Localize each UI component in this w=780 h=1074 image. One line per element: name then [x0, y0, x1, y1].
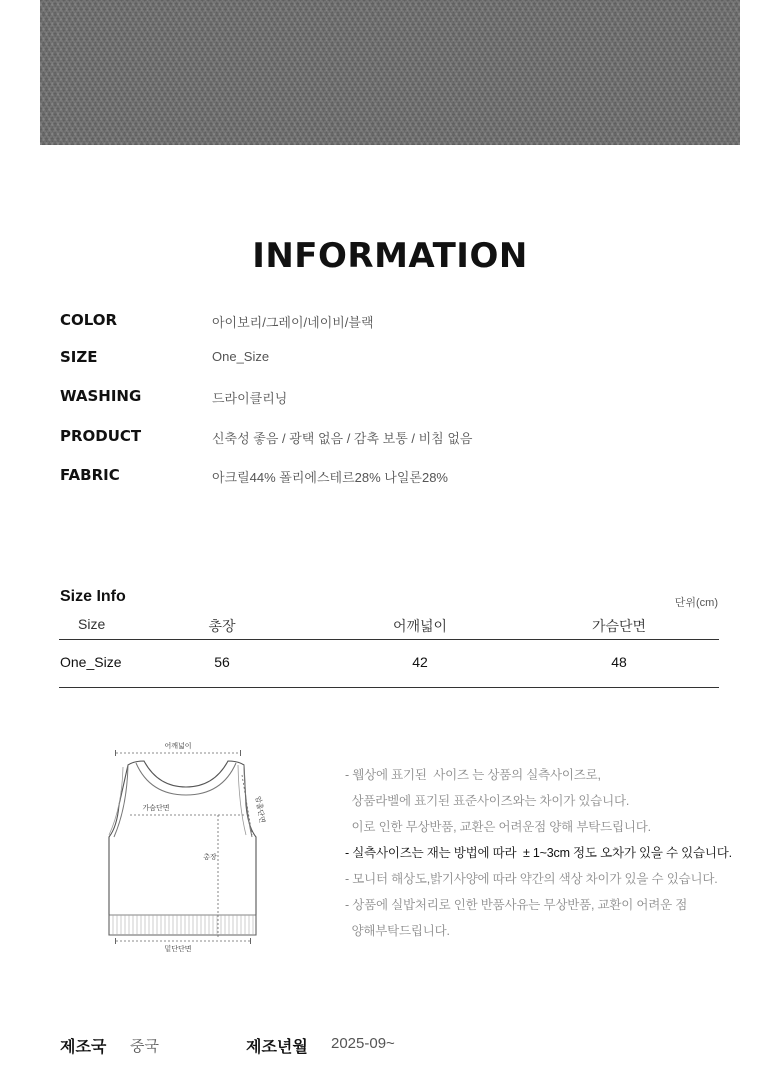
info-value: One_Size	[212, 349, 270, 364]
size-info-title: Size Info	[60, 588, 126, 605]
note-line-highlight: - 실측사이즈는 재는 방법에 따라 ± 1~3cm 정도 오차가 있을 수 있습니다.	[345, 846, 732, 860]
info-value: 드라이클리닝	[212, 391, 288, 406]
size-table-header: Size 총장 어깨넓이 가슴단면	[59, 612, 719, 639]
cell-size: One_Size	[60, 654, 122, 670]
manufacture-date-label: 제조년월	[246, 1039, 308, 1056]
label-chest: 가슴단면	[142, 804, 170, 812]
info-label: SIZE	[60, 348, 98, 366]
note-line: 이로 인한 무상반품, 교환은 어려운점 양해 부탁드립니다.	[345, 820, 651, 834]
size-table	[59, 612, 719, 688]
note-line: - 웹상에 표기된 사이즈 는 상품의 실측사이즈로,	[345, 768, 601, 782]
info-label: PRODUCT	[60, 427, 142, 445]
cell-shoulder: 42	[412, 654, 428, 670]
cell-chest: 48	[611, 654, 627, 670]
manufacture-date-value: 2025-09~	[331, 1035, 395, 1052]
label-shoulder: 어깨넓이	[164, 742, 192, 750]
size-unit-label: 단위(cm)	[674, 597, 718, 609]
note-line: 양해부탁드립니다.	[345, 924, 450, 938]
origin-value: 중국	[130, 1038, 159, 1055]
origin-label: 제조국	[60, 1039, 107, 1056]
size-notes	[345, 762, 745, 944]
information-title: INFORMATION	[252, 236, 528, 276]
vest-outline	[109, 761, 256, 935]
note-line: 상품라벨에 표기된 표준사이즈와는 차이가 있습니다.	[345, 794, 630, 808]
product-knit-texture-image	[40, 0, 740, 145]
info-label: COLOR	[60, 311, 118, 329]
header-size: Size	[78, 616, 106, 632]
header-shoulder: 어깨넓이	[392, 618, 448, 634]
label-armhole: 암홀단면	[253, 795, 267, 824]
vest-measurement-diagram	[90, 735, 280, 960]
manufacture-info	[60, 1034, 740, 1058]
info-label: WASHING	[60, 387, 142, 405]
info-value: 아크릴44% 폴리에스테르28% 나일론28%	[212, 470, 448, 485]
header-chest: 가슴단면	[591, 618, 647, 634]
note-line: - 모니터 해상도,밝기사양에 따라 약간의 색상 차이가 있을 수 있습니다.	[345, 872, 718, 886]
label-hem: 밑단단면	[164, 945, 192, 953]
label-length: 총장	[203, 853, 217, 861]
info-value: 아이보리/그레이/네이비/블랙	[212, 315, 374, 330]
info-label: FABRIC	[60, 466, 120, 484]
table-row: One_Size 56 42 48	[59, 639, 719, 688]
info-value: 신축성 좋음 / 광택 없음 / 감촉 보통 / 비침 없음	[212, 431, 473, 446]
note-line: - 상품에 실밥처리로 인한 반품사유는 무상반품, 교환이 어려운 점	[345, 898, 688, 912]
